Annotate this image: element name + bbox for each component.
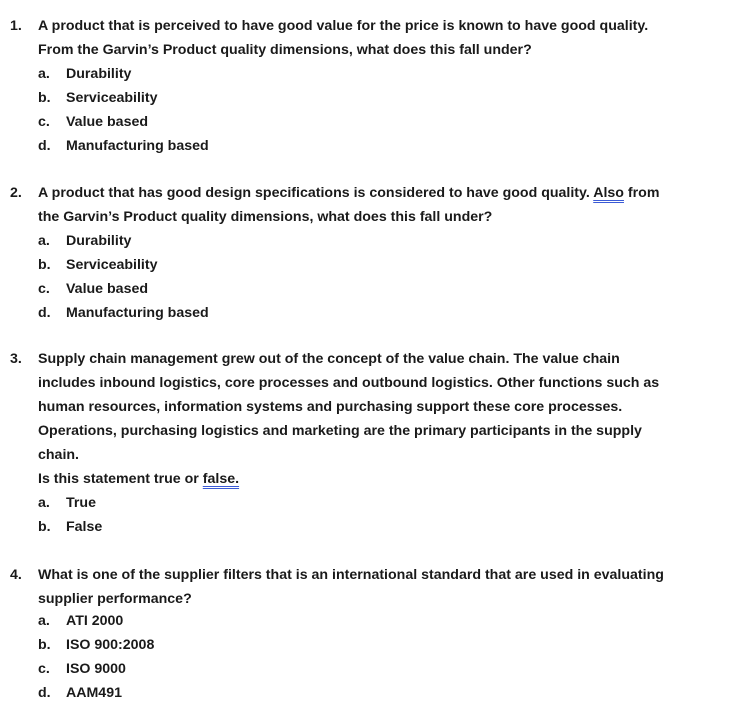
option-text: True bbox=[66, 495, 96, 511]
option-letter: d. bbox=[38, 138, 51, 154]
option-d[interactable] bbox=[0, 301, 300, 325]
question-text-line: the Garvin’s Product quality dimensions, what does this fall under? bbox=[38, 209, 493, 225]
option-letter: a. bbox=[38, 66, 50, 82]
grammar-flagged-word: Also bbox=[593, 185, 624, 201]
option-a[interactable] bbox=[0, 491, 300, 515]
question-number: 1. bbox=[10, 18, 22, 34]
question-text-line: supplier performance? bbox=[38, 591, 192, 607]
option-text: Value based bbox=[66, 114, 149, 130]
question-text-line: includes inbound logistics, core processes and outbound logistics. Other functions such as bbox=[38, 375, 660, 391]
option-letter: d. bbox=[38, 305, 51, 321]
question-text: A product that has good design specifications is considered to have good quality. bbox=[38, 185, 594, 201]
option-a[interactable] bbox=[0, 62, 300, 86]
question-text: from bbox=[623, 185, 660, 201]
option-text: ISO 900:2008 bbox=[66, 637, 155, 653]
question-text-line: Operations, purchasing logistics and marketing are the primary participants in the supply bbox=[38, 423, 642, 439]
option-b[interactable] bbox=[0, 253, 300, 277]
option-letter: a. bbox=[38, 613, 50, 629]
option-text: ATI 2000 bbox=[66, 613, 124, 629]
question-text: Is this statement true or bbox=[38, 471, 203, 487]
question-text-line: Supply chain management grew out of the concept of the value chain. The value chain bbox=[38, 351, 620, 367]
question-text-line bbox=[38, 181, 659, 205]
option-d[interactable] bbox=[0, 681, 300, 705]
option-d[interactable] bbox=[0, 134, 300, 158]
option-letter: b. bbox=[38, 637, 51, 653]
option-b[interactable] bbox=[0, 86, 300, 110]
option-letter: c. bbox=[38, 661, 50, 677]
option-a[interactable] bbox=[0, 229, 300, 253]
question-number: 4. bbox=[10, 567, 22, 583]
question-text-line: human resources, information systems and purchasing support these core processes. bbox=[38, 399, 623, 415]
option-a[interactable] bbox=[0, 609, 300, 633]
option-letter: b. bbox=[38, 519, 51, 535]
question-number: 2. bbox=[10, 185, 22, 201]
option-text: Manufacturing based bbox=[66, 138, 209, 154]
question-text-line: What is one of the supplier filters that is an international standard that are used in evaluating bbox=[38, 567, 664, 583]
option-letter: b. bbox=[38, 90, 51, 106]
option-text: Serviceability bbox=[66, 90, 158, 106]
option-text: AAM491 bbox=[66, 685, 122, 701]
question-text-line: A product that is perceived to have good value for the price is known to have good quality. bbox=[38, 18, 649, 34]
option-c[interactable] bbox=[0, 110, 300, 134]
option-letter: d. bbox=[38, 685, 51, 701]
option-text: Value based bbox=[66, 281, 149, 297]
grammar-flagged-word: false. bbox=[202, 471, 240, 487]
option-c[interactable] bbox=[0, 277, 300, 301]
option-letter: c. bbox=[38, 281, 50, 297]
question-text-line: chain. bbox=[38, 447, 79, 463]
option-letter: a. bbox=[38, 495, 50, 511]
option-b[interactable] bbox=[0, 633, 300, 657]
question-prompt bbox=[38, 467, 239, 491]
option-b[interactable] bbox=[0, 515, 300, 539]
question-number: 3. bbox=[10, 351, 22, 367]
option-letter: b. bbox=[38, 257, 51, 273]
option-text: Durability bbox=[66, 233, 132, 249]
question-text-line: From the Garvin’s Product quality dimensions, what does this fall under? bbox=[38, 42, 532, 58]
option-text: Durability bbox=[66, 66, 132, 82]
option-text: False bbox=[66, 519, 103, 535]
option-text: Manufacturing based bbox=[66, 305, 209, 321]
option-letter: c. bbox=[38, 114, 50, 130]
option-text: Serviceability bbox=[66, 257, 158, 273]
option-c[interactable] bbox=[0, 657, 300, 681]
option-letter: a. bbox=[38, 233, 50, 249]
option-text: ISO 9000 bbox=[66, 661, 126, 677]
